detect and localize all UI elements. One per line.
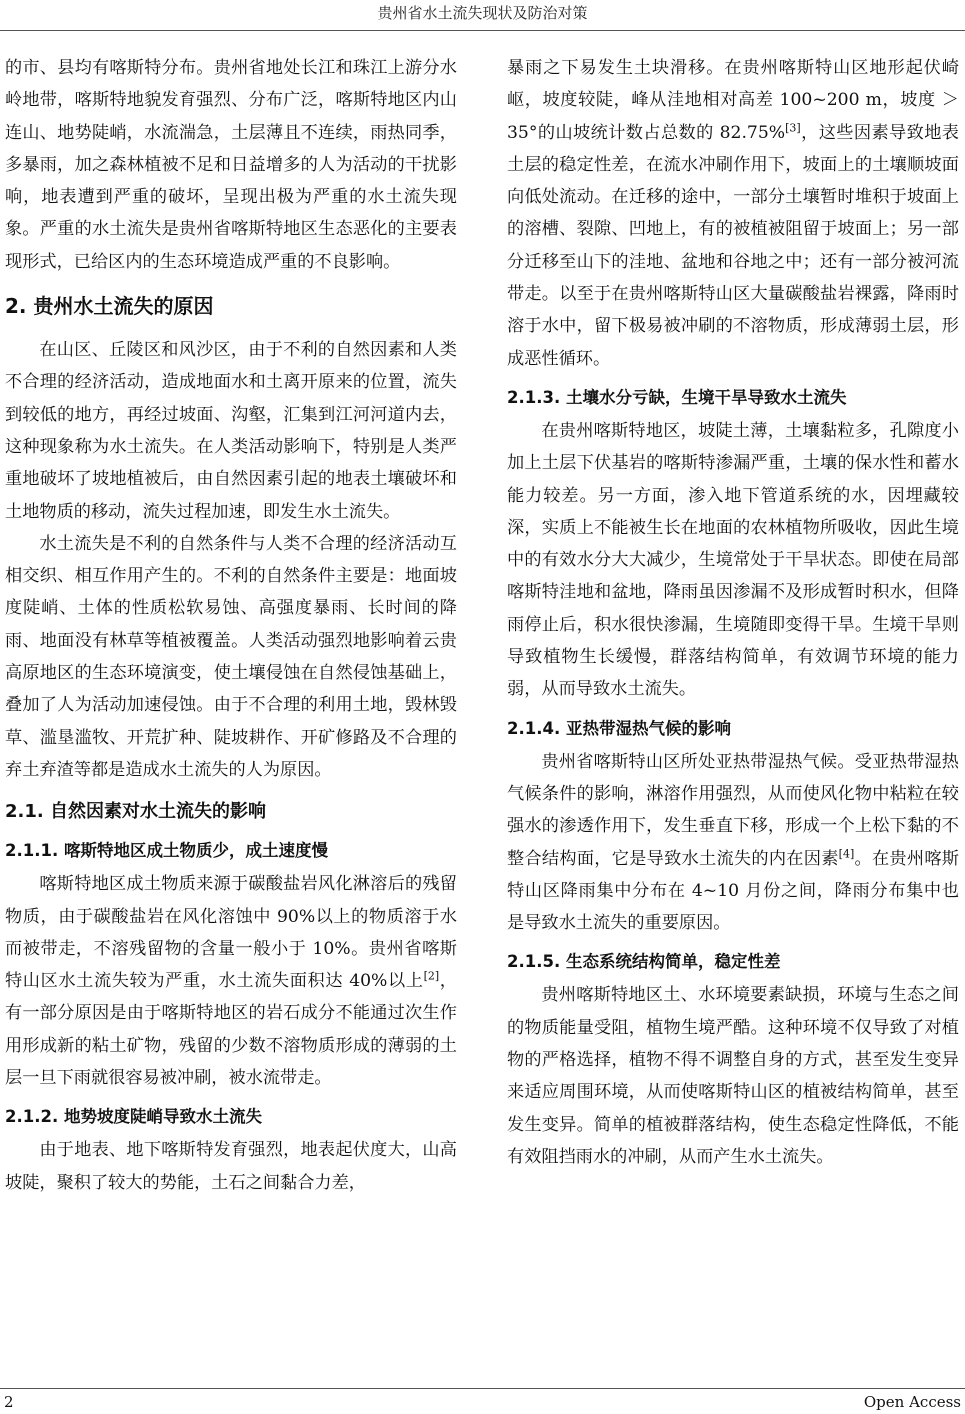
section-2-1-2-heading: 2.1.2. 地势坡度陡峭导致水土流失 <box>5 1107 262 1127</box>
page-number: 2 <box>4 1393 14 1411</box>
section-2-paragraph-1: 在山区、丘陵区和风沙区，由于不利的自然因素和人类不合理的经济活动，造成地面水和土离开原来的位置，流失到较低的地方，再经过坡面、沟壑，汇集到江河河道内去，这种现象称为水土流失。在人类活动影响下，特别是人类严重地破坏了坡地植被后，由自然因素引起的地表土壤破坏和土地物质的移动，流失过程加速，即发生水土流失。 <box>5 340 457 522</box>
running-header-title: 贵州省水土流失现状及防治对策 <box>377 4 588 22</box>
section-2-1-1-text-b: ，有一部分原因是由于喀斯特地区的岩石成分不能通过次生作用形成新的粘土矿物，残留的少数不溶物质形成的薄弱的土层一旦下雨就很容易被冲刷，被水流带走。 <box>5 971 457 1089</box>
page-footer <box>0 1388 965 1413</box>
section-2-paragraph-2: 水土流失是不利的自然条件与人类不合理的经济活动互相交织、相互作用产生的。不利的自然条件主要是：地面坡度陡峭、土体的性质松软易蚀、高强度暴雨、长时间的降雨、地面没有林草等植被覆盖。人类活动强烈地影响着云贵高原地区的生态环境演变，使土壤侵蚀在自然侵蚀基础上，叠加了人为活动加速侵蚀。由于不合理的利用土地，毁林毁草、滥垦滥牧、开荒扩种、陡坡耕作、开矿修路及不合理的弃土弃渣等都是造成水土流失的人为原因。 <box>5 533 457 780</box>
section-2-1-3-paragraph: 在贵州喀斯特地区，坡陡土薄，土壤黏粒多，孔隙度小加上土层下伏基岩的喀斯特渗漏严重，土壤的保水性和蓄水能力较差。另一方面，渗入地下管道系统的水，因埋藏较深，实质上不能被生长在地面的农林植物所吸收，因此生境中的有效水分大大减少，生境常处于干旱状态。即使在局部喀斯特洼地和盆地，降雨虽因渗漏不及形成暂时积水，但降雨停止后，积水很快渗漏，生境随即变得干旱。生境干旱则导致植物生长缓慢，群落结构简单，有效调节环境的能力弱，从而导致水土流失。 <box>507 420 959 700</box>
section-2-1-4-text-b: 。在贵州喀斯特山区降雨集中分布在 4~10 月份之间，降雨分布集中也是导致水土流失的重要原因。 <box>507 848 959 934</box>
section-2-1-4-text-a: 贵州省喀斯特山区所处亚热带湿热气候。受亚热带湿热气候条件的影响，淋溶作用强烈，从而使风化物中粘粒在较强水的渗透作用下，发生垂直下移，形成一个上松下黏的不整合结构面，它是导致水土流失的内在因素 <box>507 751 959 869</box>
section-2-1-1-text-a: 喀斯特地区成土物质来源于碳酸盐岩风化淋溶后的残留物质，由于碳酸盐岩在风化溶蚀中 90%以上的物质溶于水而被带走，不溶残留物的含量一般小于 10%。贵州省喀斯特山区水土流失较为严重，水土流失面积达 40%以上 <box>5 874 457 992</box>
intro-paragraph: 的市、县均有喀斯特分布。贵州省地处长江和珠江上游分水岭地带，喀斯特地貌发育强烈、分布广泛，喀斯特地区内山连山、地势陡峭，水流湍急，土层薄且不连续，雨热同季，多暴雨，加之森林植被不足和日益增多的人为活动的干扰影响，地表遭到严重的破坏，呈现出极为严重的水土流失现象。严重的水土流失是贵州省喀斯特地区生态恶化的主要表现形式，已给区内的生态环境造成严重的不良影响。 <box>5 58 457 272</box>
section-2-1-1-paragraph <box>5 868 457 1094</box>
right-column <box>507 52 959 1173</box>
section-2-1-4-paragraph <box>507 746 959 940</box>
citation-2: [2] <box>423 969 440 983</box>
section-2-1-5-heading: 2.1.5. 生态系统结构简单，稳定性差 <box>507 952 781 972</box>
running-header <box>0 0 965 31</box>
citation-4: [4] <box>838 846 855 860</box>
section-2-heading: 2. 贵州水土流失的原因 <box>5 294 214 319</box>
section-2-1-3-heading: 2.1.3. 土壤水分亏缺，生境干旱导致水土流失 <box>507 387 847 407</box>
footer-label: Open Access <box>863 1393 961 1411</box>
continuation-text-a: 暴雨之下易发生土块滑移。在贵州喀斯特山区地形起伏崎岖，坡度较陡，峰从洼地相对高差 100~200 m，坡度 ＞ 35°的山坡统计数占总数的 82.75% <box>507 58 959 143</box>
continuation-text-b: ，这些因素导致地表土层的稳定性差，在流水冲刷作用下，坡面上的土壤顺坡面向低处流动。在迁移的途中，一部分土壤暂时堆积于坡面上的溶槽、裂隙、凹地上，有的被植被阻留于坡面上；另一部分迁移至山下的洼地、盆地和谷地之中；还有一部分被河流带走。以至于在贵州喀斯特山区大量碳酸盐岩裸露，降雨时溶于水中，留下极易被冲刷的不溶物质，形成薄弱土层，形成恶性循环。 <box>507 122 959 369</box>
section-2-1-5-paragraph: 贵州喀斯特地区土、水环境要素缺损，环境与生态之间的物质能量受阻，植物生境严酷。这种环境不仅导致了对植物的严格选择，植物不得不调整自身的方式，甚至发生变异来适应周围环境，从而使喀斯特山区的植被结构简单，甚至发生变异。简单的植被群落结构，使生态稳定性降低，不能有效阻挡雨水的冲刷，从而产生水土流失。 <box>507 985 959 1167</box>
citation-3: [3] <box>785 120 801 134</box>
section-2-1-heading: 2.1. 自然因素对水土流失的影响 <box>5 801 266 823</box>
section-2-1-2-continuation <box>507 52 959 375</box>
section-2-1-4-heading: 2.1.4. 亚热带湿热气候的影响 <box>507 718 731 738</box>
left-column <box>5 52 457 1199</box>
section-2-1-2-paragraph: 由于地表、地下喀斯特发育强烈，地表起伏度大，山高坡陡，聚积了较大的势能，土石之间黏合力差， <box>5 1140 457 1193</box>
section-2-1-1-heading: 2.1.1. 喀斯特地区成土物质少，成土速度慢 <box>5 841 328 861</box>
